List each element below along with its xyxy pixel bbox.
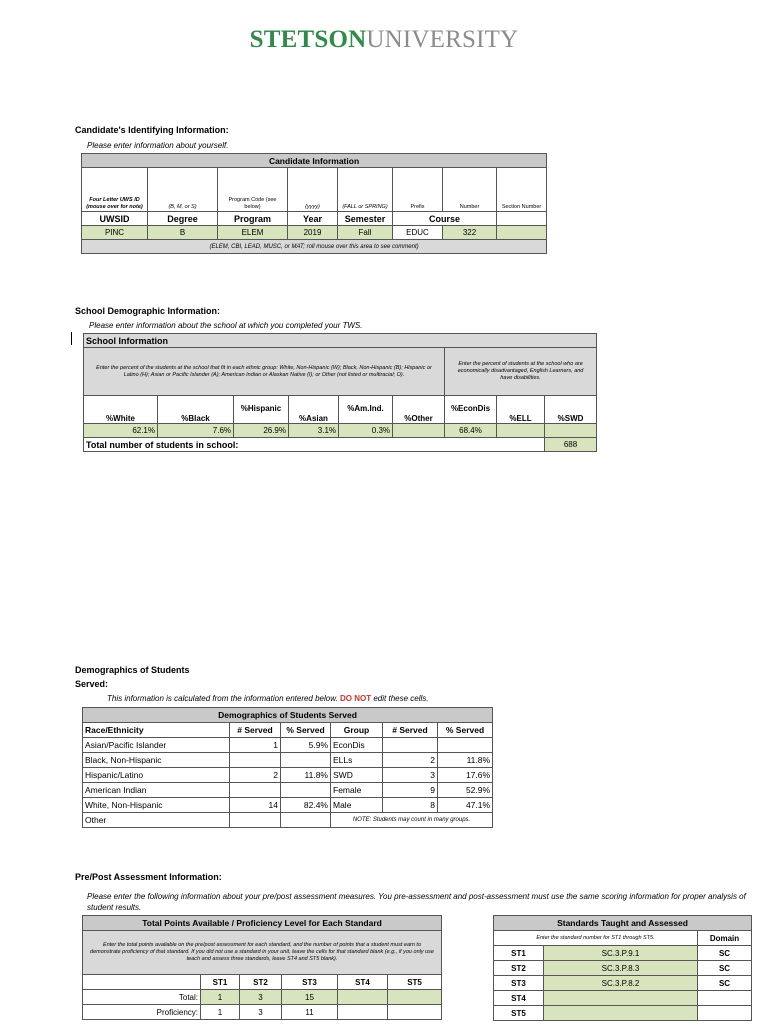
served-cell [230,813,281,828]
header-other: %Other [393,396,445,424]
standards-table [493,915,752,1021]
hint-prefix: Prefix [393,168,443,212]
group-pct-cell [438,738,493,753]
group-pct-cell: 11.8% [438,753,493,768]
standard-input[interactable]: SC.3.P.9.1 [544,946,698,961]
served-cell: 2 [230,768,281,783]
race-cell: American Indian [83,783,230,798]
header-hispanic: %Hispanic [234,396,289,424]
race-cell: White, Non-Hispanic [83,798,230,813]
course-number-input[interactable]: 322 [443,226,497,240]
section-number-input[interactable] [497,226,547,240]
standard-label: ST2 [494,961,544,976]
corner-blank [83,975,201,990]
group-served-cell: 8 [383,798,438,813]
text-cursor [71,332,72,345]
table-row [83,753,493,768]
domain-cell: SC [698,976,752,991]
school-section-title: School Demographic Information: [75,306,221,316]
header-program: Program [218,212,288,226]
header-uwsid: UWSID [82,212,148,226]
standard-input[interactable] [544,991,698,1006]
table-row [494,961,752,976]
table-row [494,976,752,991]
header-blank [497,212,547,226]
pct-cell: 82.4% [281,798,331,813]
hispanic-input[interactable]: 26.9% [234,424,289,438]
served-cell [230,783,281,798]
prof-st5-input[interactable] [388,1005,442,1020]
hint-degree: (B, M, or S) [148,168,218,212]
econ-instruction: Enter the percent of students at the school who are economically disadvantaged, English Learners, and have disabilities. [445,348,597,396]
group-served-cell: 2 [383,753,438,768]
standards-table-title: Standards Taught and Assessed [494,916,752,931]
semester-input[interactable]: Fall [338,226,393,240]
hint-year: (yyyy) [288,168,338,212]
candidate-table [81,153,547,254]
total-st5-input[interactable] [388,990,442,1005]
logo-part-2: UNIVERSITY [366,26,519,53]
group-pct-cell: 52.9% [438,783,493,798]
col-group-pct: % Served [438,723,493,738]
header-black: %Black [158,396,234,424]
pct-cell: 11.8% [281,768,331,783]
total-st1-input[interactable]: 1 [201,990,240,1005]
served-cell [230,753,281,768]
table-row [83,813,493,828]
assessment-section-title: Pre/Post Assessment Information: [75,872,222,882]
col-race: Race/Ethnicity [83,723,230,738]
col-st5: ST5 [388,975,442,990]
standard-input[interactable]: SC.3.P.8.3 [544,961,698,976]
group-served-cell: 9 [383,783,438,798]
col-group-served: # Served [383,723,438,738]
standard-label: ST5 [494,1006,544,1021]
swd-input[interactable] [545,424,597,438]
race-cell: Black, Non-Hispanic [83,753,230,768]
demographics-table [82,707,493,828]
assessment-table [82,915,442,1020]
standards-instruction: Enter the standard number for ST1 through ST5. [494,931,698,946]
domain-cell [698,991,752,1006]
col-st2: ST2 [240,975,282,990]
uwsid-input[interactable]: PINC [82,226,148,240]
prof-st3-input[interactable]: 11 [282,1005,338,1020]
assessment-instruction: Please enter the following information about your pre/post assessment measures. You pre-assessment and post-assessment must use the same scoring information for proper analysis of student results. [87,892,746,913]
hint-semester: (FALL or SPRING) [338,168,393,212]
candidate-instruction: Please enter information about yourself. [87,141,229,150]
header-year: Year [288,212,338,226]
domain-header: Domain [698,931,752,946]
group-cell: SWD [331,768,383,783]
standard-label: ST4 [494,991,544,1006]
course-prefix-input[interactable]: EDUC [393,226,443,240]
group-cell: ELLs [331,753,383,768]
standard-label: ST1 [494,946,544,961]
university-logo [0,26,768,54]
table-row [83,783,493,798]
prof-st2-input[interactable]: 3 [240,1005,282,1020]
col-st1: ST1 [201,975,240,990]
hint-section: Section Number [497,168,547,212]
total-students-input[interactable]: 688 [545,438,597,452]
race-cell: Hispanic/Latino [83,768,230,783]
demographics-section-title-2: Served: [75,679,109,689]
standard-input[interactable] [544,1006,698,1021]
white-input[interactable]: 62.1% [84,424,158,438]
pct-cell [281,783,331,798]
group-cell: Female [331,783,383,798]
header-degree: Degree [148,212,218,226]
served-cell: 1 [230,738,281,753]
race-cell: Other [83,813,230,828]
hint-number: Number [443,168,497,212]
candidate-section-title: Candidate's Identifying Information: [75,125,229,135]
header-ell: %ELL [497,396,545,424]
total-st3-input[interactable]: 15 [282,990,338,1005]
total-students-label: Total number of students in school: [84,438,545,452]
candidate-table-title: Candidate Information [82,154,547,168]
col-served: # Served [230,723,281,738]
standard-input[interactable]: SC.3.P.8.2 [544,976,698,991]
program-code-footnote[interactable]: (ELEM, CBI, LEAD, MUSC, or MAT; roll mouse over this area to see comment) [82,240,547,254]
groups-note: NOTE: Students may count in many groups. [331,813,493,828]
col-st3: ST3 [282,975,338,990]
total-st2-input[interactable]: 3 [240,990,282,1005]
domain-cell [698,1006,752,1021]
assessment-table-instruction: Enter the total points available on the pre/post assessment for each standard, and the number of points that a student must earn to demonstrate proficiency of that standard. If you did not use a standard in your unit, leave the cells for that standard blank (e.g., if you only use teach and assess three standards, leave ST4 and ST5 blank). [83,931,442,975]
group-cell: Male [331,798,383,813]
other-input[interactable] [393,424,445,438]
group-pct-cell: 47.1% [438,798,493,813]
race-cell: Asian/Pacific Islander [83,738,230,753]
pct-cell [281,753,331,768]
header-am-ind: %Am.Ind. [339,396,393,424]
table-row [83,738,493,753]
domain-cell: SC [698,946,752,961]
pct-cell [281,813,331,828]
group-served-cell [383,738,438,753]
table-row [494,1006,752,1021]
table-row [494,991,752,1006]
total-st4-input[interactable] [338,990,388,1005]
standard-label: ST3 [494,976,544,991]
econdis-input[interactable]: 68.4% [445,424,497,438]
header-semester: Semester [338,212,393,226]
domain-cell: SC [698,961,752,976]
proficiency-label: Proficiency: [83,1005,201,1020]
group-cell: EconDis [331,738,383,753]
instruction-suffix: edit these cells. [373,694,429,703]
hint-program: Program Code (see below) [218,168,288,212]
prof-st4-input[interactable] [338,1005,388,1020]
ethnic-instruction: Enter the percent of the students at the school that fit in each ethnic group: White, Non-Hispanic (W); Black, Non-Hispanic (B); Hispanic or Latino (H); Asian or Pacific Islander (A); American Indian or Alaskan Native (I); or Other (not listed or multiracial; O). [84,348,445,396]
program-input[interactable]: ELEM [218,226,288,240]
table-row [83,768,493,783]
header-swd: %SWD [545,396,597,424]
col-group: Group [331,723,383,738]
header-econdis: %EconDis [445,396,497,424]
header-asian: %Asian [289,396,339,424]
group-pct-cell: 17.6% [438,768,493,783]
demographics-instruction [107,694,429,703]
year-input[interactable]: 2019 [288,226,338,240]
do-not-warning: DO NOT [340,694,372,703]
demographics-section-title-1: Demographics of Students [75,665,190,675]
black-input[interactable]: 7.6% [158,424,234,438]
col-pct-served: % Served [281,723,331,738]
table-row [83,798,493,813]
table-row [494,946,752,961]
ell-input[interactable] [497,424,545,438]
am-ind-input[interactable]: 0.3% [339,424,393,438]
degree-input[interactable]: B [148,226,218,240]
pct-cell: 5.9% [281,738,331,753]
school-instruction: Please enter information about the school at which you completed your TWS. [89,321,363,330]
school-table-title: School Information [84,334,597,348]
hint-uwsid: Four Letter UWS ID (mouse over for note) [82,168,148,212]
header-white: %White [84,396,158,424]
group-served-cell: 3 [383,768,438,783]
logo-part-1: STETSON [249,26,367,53]
prof-st1-input[interactable]: 1 [201,1005,240,1020]
served-cell: 14 [230,798,281,813]
demographics-table-title: Demographics of Students Served [83,708,493,723]
col-st4: ST4 [338,975,388,990]
assessment-table-title: Total Points Available / Proficiency Level for Each Standard [83,916,442,931]
asian-input[interactable]: 3.1% [289,424,339,438]
instruction-prefix: This information is calculated from the information entered below. [107,694,338,703]
school-table [83,333,597,452]
header-course: Course [393,212,497,226]
total-label: Total: [83,990,201,1005]
